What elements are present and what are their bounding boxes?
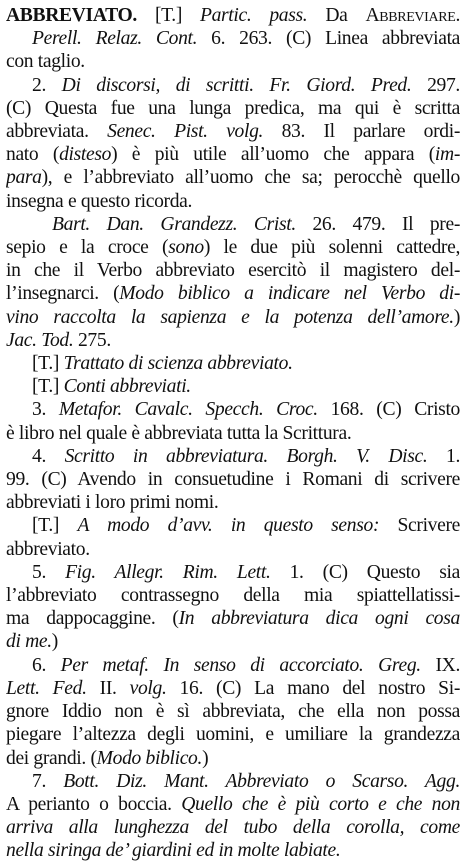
entry-line <box>6 143 460 166</box>
text-run: 99. (C) Avendo in consuetudine i Romani di scrivere <box>6 469 460 491</box>
entry-line <box>6 607 460 630</box>
italic-text: di me. <box>6 631 52 653</box>
entry-line <box>6 491 460 514</box>
text-run: 2. <box>32 74 62 96</box>
text-run: 168. (C) Cristo <box>317 399 460 421</box>
text-run: 83. Il parlare ordi- <box>263 121 460 143</box>
italic-text: im- <box>434 144 460 166</box>
text-run: ) <box>453 306 460 328</box>
italic-text: A modo d’avv. in questo senso: <box>77 515 380 537</box>
italic-text: Scritto in abbreviatura. Borgh. V. Disc. <box>64 445 428 467</box>
entry-line <box>6 352 460 375</box>
text-run: gnore Iddio non è sì abbreviata, che ella non possa <box>6 701 460 723</box>
text-run: 16. (C) La mano del nostro Si- <box>166 677 460 699</box>
entry-line <box>6 97 460 120</box>
entry-line <box>6 445 460 468</box>
italic-text: Conti abbreviati. <box>63 376 191 398</box>
text-run: [T.] <box>32 353 64 375</box>
entry-line <box>6 816 460 839</box>
entry-text <box>6 4 460 863</box>
entry-line <box>6 120 460 143</box>
entry-line <box>6 74 460 97</box>
entry-line <box>6 50 460 73</box>
text-run: [T.] <box>32 515 78 537</box>
text-run: abbreviata. <box>6 121 108 143</box>
text-run: IX. <box>420 654 460 676</box>
text-run: ) è più utile all’uomo che appara ( <box>111 144 435 166</box>
entry-line <box>6 190 460 213</box>
text-run: dei grandi. ( <box>6 747 97 769</box>
entry-line <box>6 561 460 584</box>
italic-text: vino raccolta la sapienza e la potenza dell’amore. <box>6 306 454 328</box>
italic-text: para <box>6 167 42 189</box>
text-run: 6. 263. (C) Linea abbreviata <box>197 28 460 50</box>
text-run: (C) Questa fue una lunga predica, ma qui è scritta <box>6 97 460 119</box>
italic-text: Per metaf. In senso di accorciato. Greg. <box>60 654 421 676</box>
text-run: Abbreviare <box>365 5 456 26</box>
entry-line <box>6 375 460 398</box>
text-run: 1. <box>427 445 460 467</box>
text-run: 297. <box>411 74 460 96</box>
entry-line <box>6 654 460 677</box>
text-run: II. <box>86 677 130 699</box>
text-run: ), e l’abbreviato all’uomo che sa; perocchè quello <box>41 167 460 189</box>
entry-line <box>6 398 460 421</box>
text-run: nato ( <box>6 144 60 166</box>
text-run: 275. <box>73 329 111 351</box>
text-run: Da <box>307 5 366 26</box>
text-run: [T.] <box>136 5 200 26</box>
text-run: [T.] <box>32 376 64 398</box>
italic-text: Trattato di scienza abbreviato. <box>63 353 293 375</box>
italic-text: Senec. Pist. volg. <box>107 121 264 143</box>
text-run: l’insegnarci. ( <box>6 283 120 305</box>
italic-text: Bott. Diz. Mant. Abbreviato o Scarso. Agg. <box>63 770 460 792</box>
text-run: abbreviati i loro primi nomi. <box>6 492 219 514</box>
text-run: abbreviato. <box>6 538 90 560</box>
italic-text: disteso <box>59 144 112 166</box>
entry-line <box>6 213 460 236</box>
text-run: 7. <box>32 770 64 792</box>
text-run: A perianto o boccia. <box>6 793 182 815</box>
text-run: in che il Verbo abbreviato esercitò il magistero del- <box>6 260 460 282</box>
entry-line <box>6 630 460 653</box>
entry-line <box>6 468 460 491</box>
entry-line <box>6 329 460 352</box>
text-run: 6. <box>32 654 61 676</box>
entry-line <box>6 4 460 27</box>
text-run: l’abbreviato contrassegno della mia spiattellatissi- <box>6 585 460 607</box>
italic-text: sono <box>168 237 204 259</box>
text-run: ) <box>51 631 58 653</box>
entry-line <box>6 166 460 189</box>
text-run: 26. 479. Il pre- <box>295 213 460 235</box>
italic-text: Jac. Tod. <box>6 329 74 351</box>
text-run: 5. <box>32 561 66 583</box>
italic-text: Partic. pass. <box>199 5 308 26</box>
text-run: . <box>455 5 460 26</box>
entry-line <box>6 747 460 770</box>
text-run: insegna e questo ricorda. <box>6 190 193 212</box>
entry-line <box>6 839 460 862</box>
italic-text: Di discorsi, di scritti. Fr. Giord. Pred. <box>61 74 412 96</box>
entry-line <box>6 306 460 329</box>
entry-line <box>6 723 460 746</box>
italic-text: Metafor. Cavalc. Specch. Croc. <box>58 399 318 421</box>
italic-text: Bart. Dan. Grandezz. Crist. <box>52 213 296 235</box>
entry-line <box>6 282 460 305</box>
text-run: Scrivere <box>379 515 460 537</box>
italic-text: Modo biblico a indicare nel Verbo di- <box>119 283 460 305</box>
text-run: ) le due più solenni cattedre, <box>203 237 460 259</box>
entry-line <box>6 422 460 445</box>
italic-text: In abbreviatura dica ogni cosa <box>178 608 460 630</box>
italic-text: nella siringa de’ giardini ed in molte labiate. <box>6 840 341 862</box>
italic-text: Fig. Allegr. Rim. Lett. <box>65 561 271 583</box>
headword: ABBREVIATO. <box>6 5 137 26</box>
entry-line <box>6 677 460 700</box>
text-run: ) <box>202 747 209 769</box>
text-run: con taglio. <box>6 51 85 73</box>
entry-line <box>6 793 460 816</box>
italic-text: Modo biblico. <box>96 747 203 769</box>
entry-line <box>6 27 460 50</box>
text-run: 1. (C) Questo sia <box>270 561 460 583</box>
entry-line <box>6 259 460 282</box>
text-run: 4. <box>32 445 65 467</box>
entry-line <box>6 584 460 607</box>
entry-line <box>6 514 460 537</box>
italic-text: arriva alla lunghezza del tubo della corolla, come <box>6 817 460 839</box>
italic-text: Lett. Fed. <box>6 677 87 699</box>
text-run: piegare l’altezza degli uomini, e umiliare la grandezza <box>6 724 460 746</box>
text-run: sepio e la croce ( <box>6 237 169 259</box>
text-run: è libro nel quale è abbreviata tutta la Scrittura. <box>6 422 352 444</box>
text-run: ma dappocaggine. ( <box>6 608 179 630</box>
italic-text: Quello che è più corto e che non <box>181 793 460 815</box>
entry-line <box>6 700 460 723</box>
entry-line <box>6 770 460 793</box>
entry-line <box>6 538 460 561</box>
italic-text: volg. <box>129 677 167 699</box>
entry-line <box>6 236 460 259</box>
italic-text: Perell. Relaz. Cont. <box>32 28 198 50</box>
text-run: 3. <box>32 399 59 421</box>
